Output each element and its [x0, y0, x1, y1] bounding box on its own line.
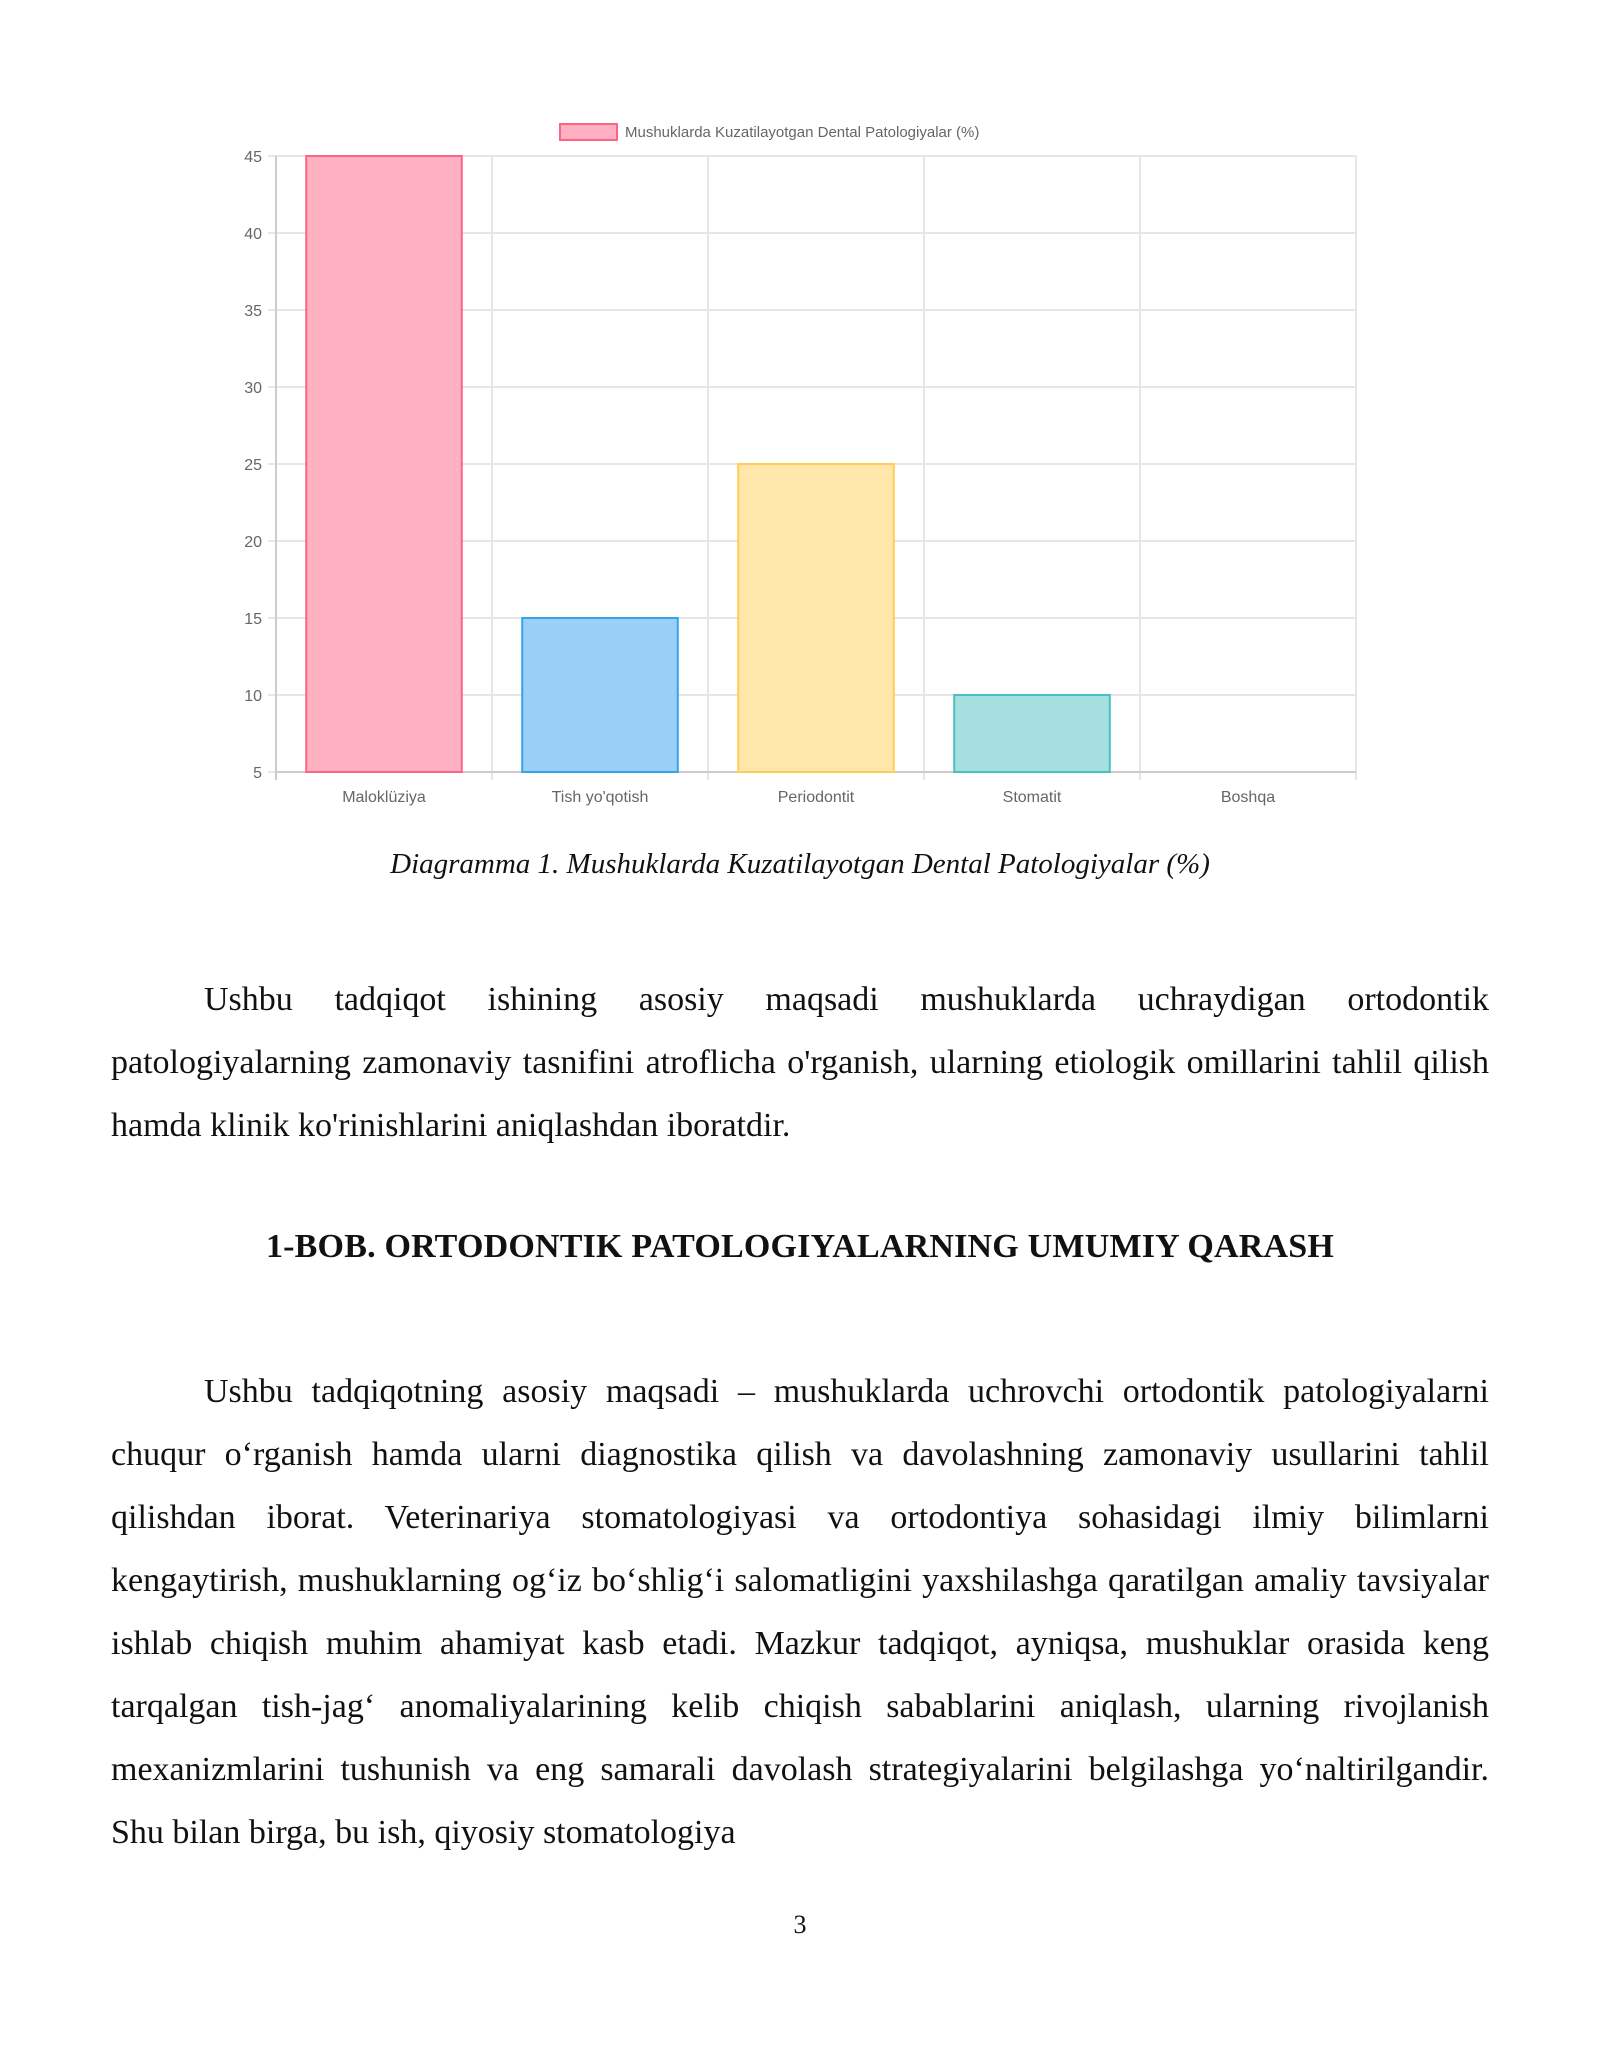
- y-tick-label: 30: [244, 380, 262, 397]
- y-tick-label: 25: [244, 457, 262, 474]
- bar-tish-yo-qotish: [522, 618, 678, 772]
- y-tick-label: 45: [244, 149, 262, 166]
- x-tick-label: Tish yo'qotish: [551, 789, 649, 806]
- y-tick-label: 40: [244, 226, 262, 243]
- bar-chart: [0, 0, 1600, 820]
- legend-label: Mushuklarda Kuzatilayotgan Dental Patologiyalar (%): [625, 124, 980, 141]
- paragraph-intro: Ushbu tadqiqot ishining asosiy maqsadi mushuklarda uchraydigan ortodontik patologiyalarning zamonaviy tasnifini atroflicha o'rganish, ularning etiologik omillarini tahlil qilish hamda klinik ko'rinishlarini aniqlashdan iboratdir.: [111, 981, 1489, 1144]
- chart-legend: [560, 124, 979, 141]
- bar-stomatit: [954, 695, 1110, 772]
- bar-malokl-ziya: [306, 156, 462, 772]
- y-tick-label: 20: [244, 534, 262, 551]
- y-tick-label: 5: [253, 765, 262, 782]
- legend-swatch: [560, 124, 617, 140]
- page-number: 3: [793, 1910, 807, 1939]
- x-tick-label: Boshqa: [1220, 789, 1276, 806]
- chapter-heading: 1-BOB. ORTODONTIK PATOLOGIYALARNING UMUMIY QARASH: [265, 1228, 1335, 1265]
- figure-caption: Diagramma 1. Mushuklarda Kuzatilayotgan Dental Patologiyalar (%): [390, 848, 1210, 880]
- y-tick-label: 10: [244, 688, 262, 705]
- x-tick-label: Maloklüziya: [342, 789, 426, 806]
- y-tick-label: 35: [244, 303, 262, 320]
- y-tick-label: 15: [244, 611, 262, 628]
- x-tick-label: Stomatit: [1002, 789, 1062, 806]
- paragraph-body: Ushbu tadqiqotning asosiy maqsadi – mushuklarda uchrovchi ortodontik patologiyalarni chuqur o‘rganish hamda ularni diagnostika qilish va davolashning zamonaviy usullarini tahlil qilishdan iborat. Veterinariya stomatologiyasi va ortodontiya sohasidagi ilmiy bilimlarni kengaytirish, mushuklarning og‘iz bo‘shlig‘i salomatligini yaxshilashga qaratilgan amaliy tavsiyalar ishlab chiqish muhim ahamiyat kasb etadi. Mazkur tadqiqot, ayniqsa, mushuklar orasida keng tarqalgan tish-jag‘ anomaliyalarining kelib chiqish sabablarini aniqlash, ularning rivojlanish mexanizmlarini tushunish va eng samarali davolash strategiyalarini belgilashga yo‘naltirilgandir. Shu bilan birga, bu ish, qiyosiy stomatologiya: [111, 1373, 1489, 1851]
- x-tick-label: Periodontit: [777, 789, 855, 806]
- bar-periodontit: [738, 464, 894, 772]
